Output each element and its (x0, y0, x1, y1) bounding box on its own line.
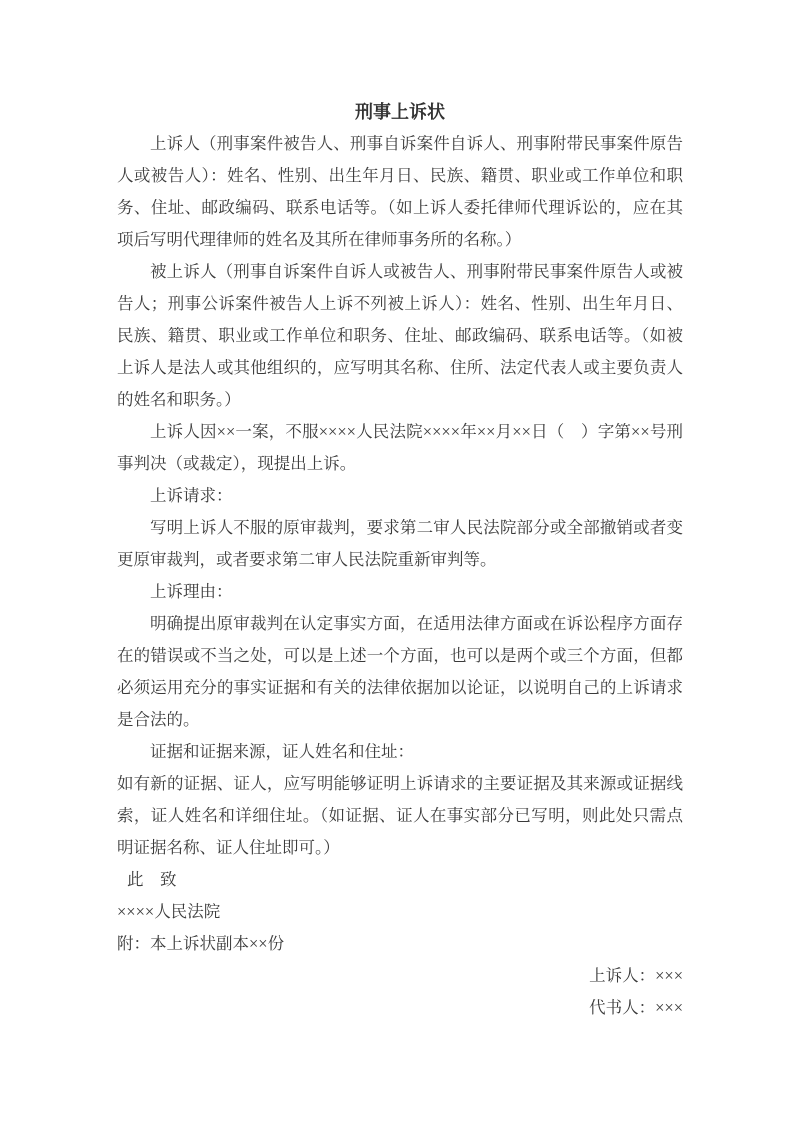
signature-scribe: 代书人：××× (589, 998, 683, 1017)
paragraph-case-statement: 上诉人因××一案，不服××××人民法院××××年××月××日（ ）字第××号刑事判决（或裁定），现提出上诉。 (117, 422, 683, 473)
paragraph-appeal-request-body: 写明上诉人不服的原审裁判，要求第二审人民法院部分或全部撤销或者变更原审裁判，或者要求第二审人民法院重新审判等。 (117, 518, 683, 569)
closing-attachment-note: 附：本上诉状副本××份 (117, 934, 285, 953)
signature-appellant: 上诉人：××× (589, 966, 683, 985)
closing-salute: 此 致 (127, 870, 177, 889)
paragraph-appellant-info: 上诉人（刑事案件被告人、刑事自诉案件自诉人、刑事附带民事案件原告人或被告人）：姓名、性别、出生年月日、民族、籍贯、职业或工作单位和职务、住址、邮政编码、联系电话等。（如上诉人委托律师代理诉讼的，应在其项后写明代理律师的姓名及其所在律师事务所的名称。） (117, 134, 683, 249)
closing-court-name: ××××人民法院 (117, 902, 221, 921)
document-content (117, 96, 683, 1024)
document-title: 刑事上诉状 (355, 102, 445, 122)
paragraph-evidence-body: 如有新的证据、证人，应写明能够证明上诉请求的主要证据及其来源或证据线索，证人姓名和详细住址。（如证据、证人在事实部分已写明，则此处只需点明证据名称、证人住址即可。） (117, 774, 683, 857)
heading-appeal-request: 上诉请求： (150, 486, 233, 505)
heading-appeal-reason: 上诉理由： (150, 582, 233, 601)
heading-evidence: 证据和证据来源，证人姓名和住址： (150, 742, 414, 761)
paragraph-appellee-info: 被上诉人（刑事自诉案件自诉人或被告人、刑事附带民事案件原告人或被告人；刑事公诉案件被告人上诉不列被上诉人）：姓名、性别、出生年月日、民族、籍贯、职业或工作单位和职务、住址、邮政编码、联系电话等。（如被上诉人是法人或其他组织的，应写明其名称、住所、法定代表人或主要负责人的姓名和职务。） (117, 262, 683, 409)
paragraph-appeal-reason-body: 明确提出原审裁判在认定事实方面，在适用法律方面或在诉讼程序方面存在的错误或不当之处，可以是上述一个方面，也可以是两个或三个方面，但都必须运用充分的事实证据和有关的法律依据加以论证，以说明自己的上诉请求是合法的。 (117, 614, 683, 729)
